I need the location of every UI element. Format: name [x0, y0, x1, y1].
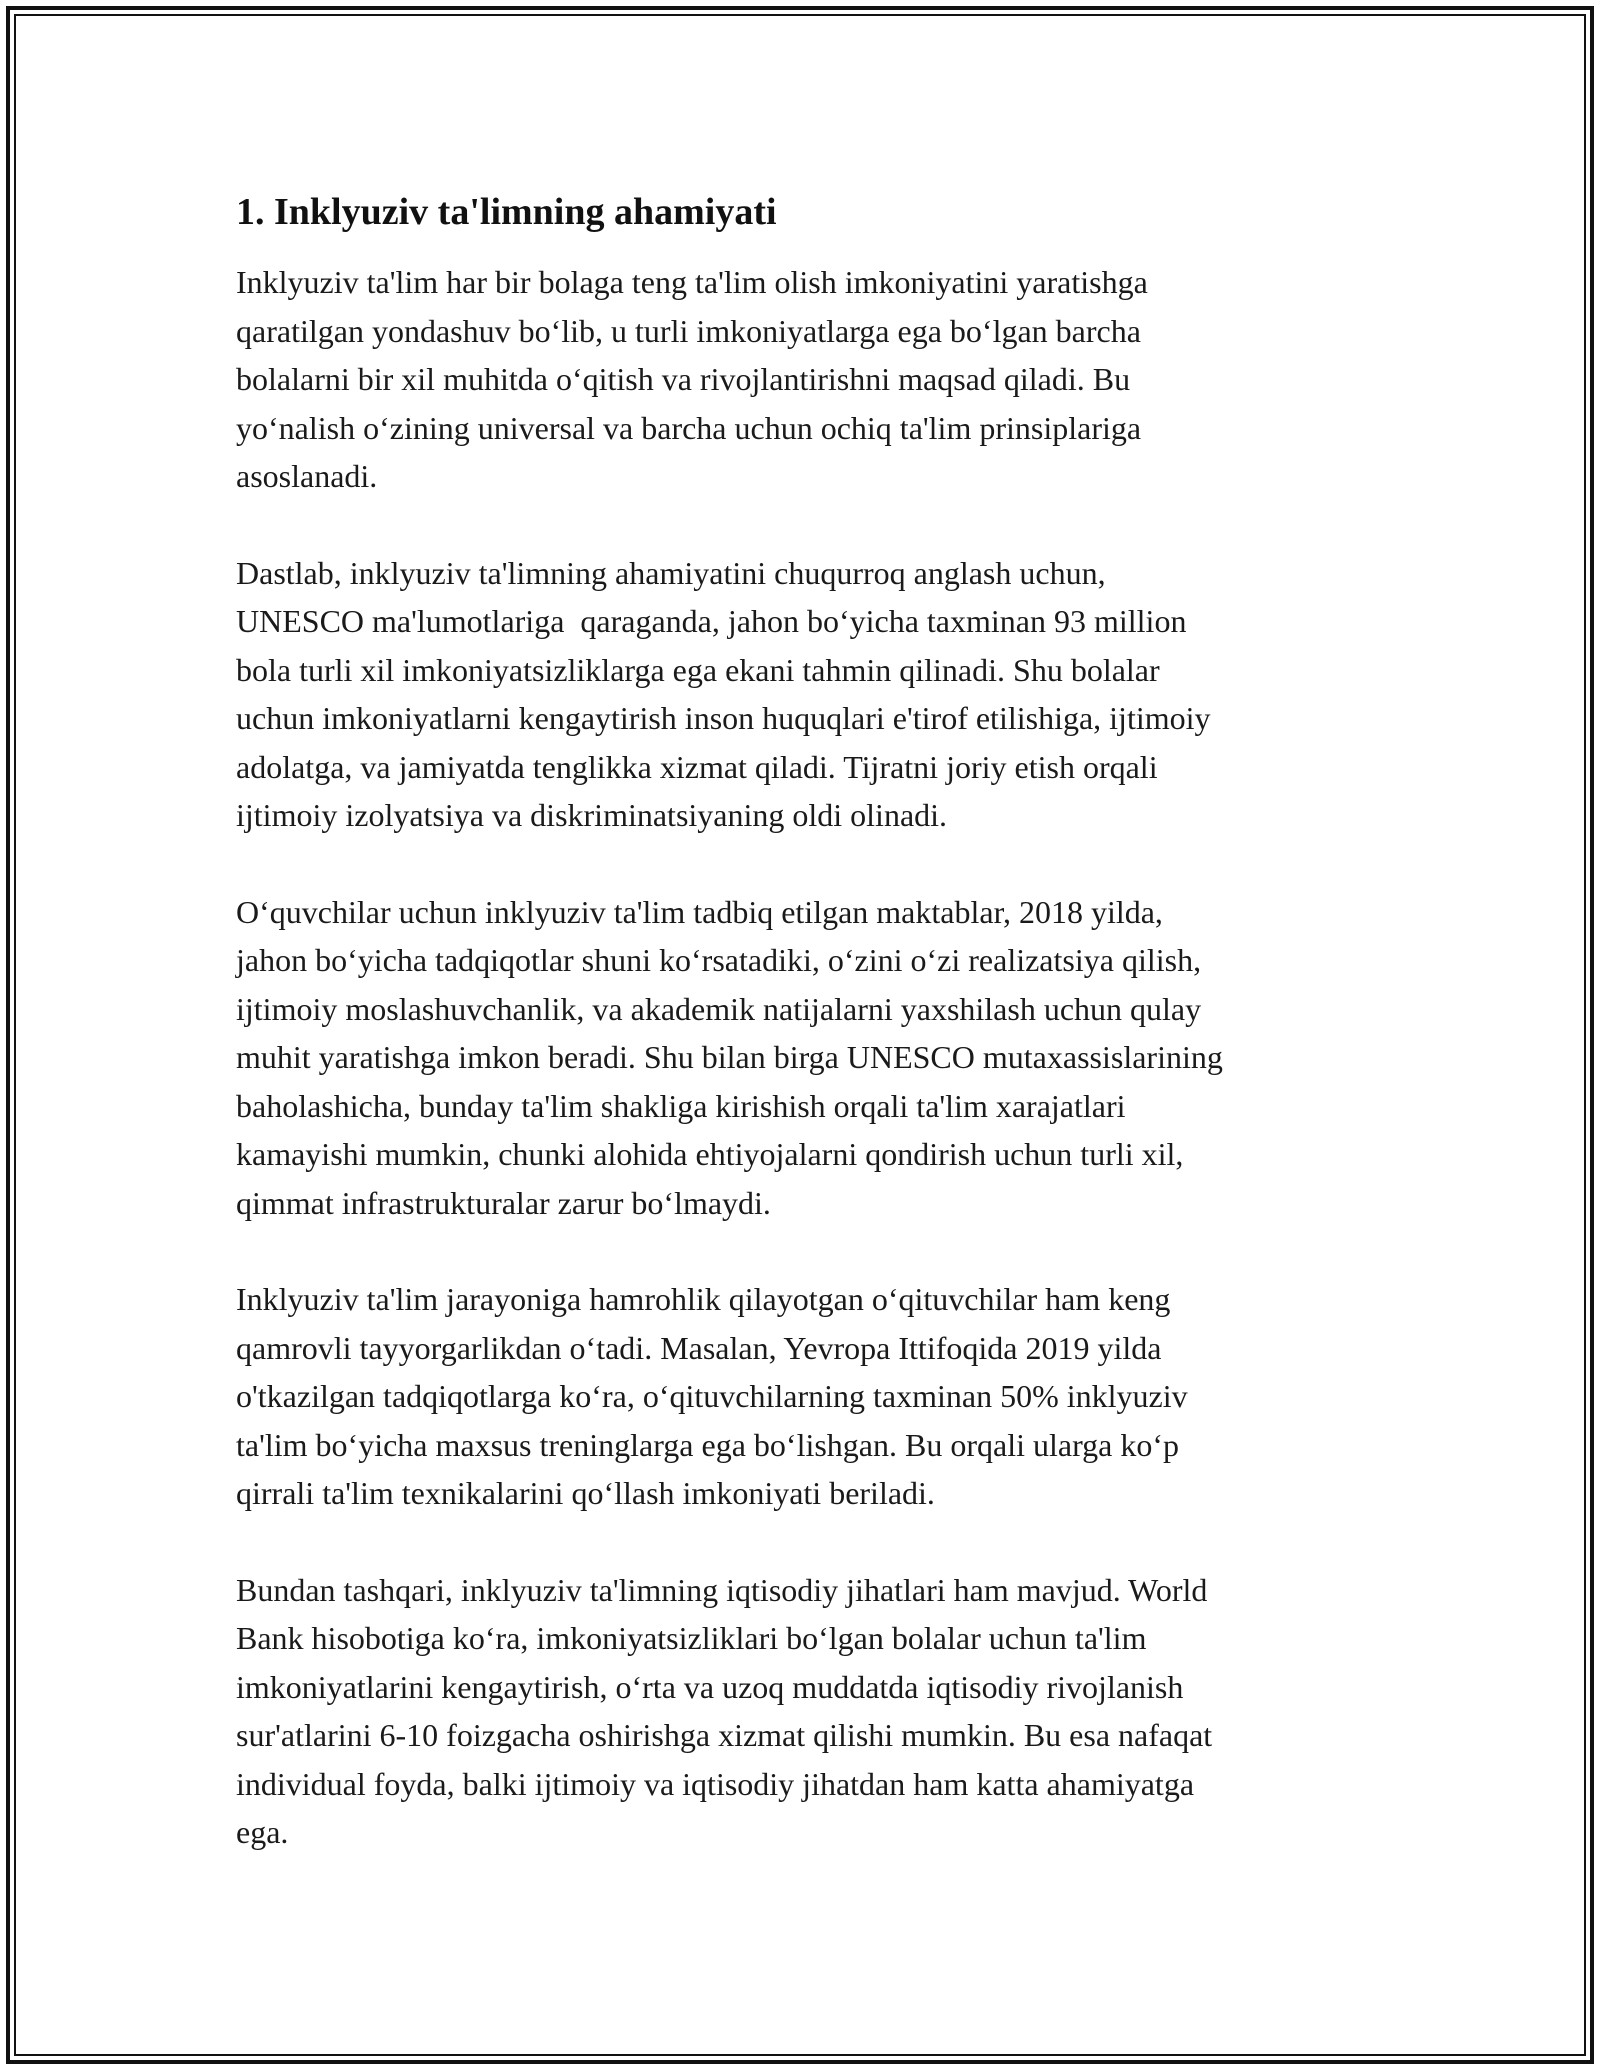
paragraph-1 [236, 258, 1386, 501]
document-body [236, 186, 1386, 1905]
text-line: Inklyuziv ta'lim jarayoniga hamrohlik qilayotgan o‘qituvchilar ham keng [236, 1281, 1171, 1317]
text-line: sur'atlarini 6-10 foizgacha oshirishga xizmat qilishi mumkin. Bu esa nafaqat [236, 1717, 1213, 1753]
text-line: bolalarni bir xil muhitda o‘qitish va rivojlantirishni maqsad qiladi. Bu [236, 361, 1131, 397]
paragraph-3 [236, 888, 1386, 1228]
text-line: bola turli xil imkoniyatsizliklarga ega ekani tahmin qilinadi. Shu bolalar [236, 651, 1160, 688]
text-line: o'tkazilgan tadqiqotlarga ko‘ra, o‘qituvchilarning taxminan 50% inklyuziv [236, 1378, 1188, 1414]
paragraph-2 [236, 549, 1386, 840]
text-line: UNESCO ma'lumotlariga qaraganda, jahon bo‘yicha taxminan 93 million [236, 603, 1187, 639]
paragraph-5 [236, 1566, 1386, 1857]
text-line: baholashicha, bunday ta'lim shakliga kirishish orqali ta'lim xarajatlari [236, 1087, 1126, 1124]
text-line: ijtimoiy izolyatsiya va diskriminatsiyaning oldi olinadi. [236, 797, 948, 833]
text-line: Dastlab, inklyuziv ta'limning ahamiyatini chuqurroq anglash uchun, [236, 554, 1106, 591]
text-line: jahon bo‘yicha tadqiqotlar shuni ko‘rsatadiki, o‘zini o‘zi realizatsiya qilish, [236, 942, 1202, 978]
text-line: qamrovli tayyorgarlikdan o‘tadi. Masalan, Yevropa Ittifoqida 2019 yilda [236, 1329, 1162, 1366]
text-line: yo‘nalish o‘zining universal va barcha uchun ochiq ta'lim prinsiplariga [236, 409, 1142, 446]
text-line: Bank hisobotiga ko‘ra, imkoniyatsizliklari bo‘lgan bolalar uchun ta'lim [236, 1620, 1147, 1656]
text-line: O‘quvchilar uchun inklyuziv ta'lim tadbiq etilgan maktablar, 2018 yilda, [236, 893, 1163, 930]
text-line: ta'lim bo‘yicha maxsus treninglarga ega bo‘lishgan. Bu orqali ularga ko‘p [236, 1426, 1180, 1463]
text-line: muhit yaratishga imkon beradi. Shu bilan birga UNESCO mutaxassislarining [236, 1039, 1223, 1075]
paragraph-4 [236, 1275, 1386, 1518]
section-heading: 1. Inklyuziv ta'limning ahamiyati [236, 191, 777, 233]
text-line: ega. [236, 1814, 289, 1850]
text-line: adolatga, va jamiyatda tenglikka xizmat qiladi. Tijratni joriy etish orqali [236, 748, 1158, 785]
text-line: asoslanadi. [236, 458, 378, 494]
text-line: qaratilgan yondashuv bo‘lib, u turli imkoniyatlarga ega bo‘lgan barcha [236, 312, 1141, 349]
text-line: kamayishi mumkin, chunki alohida ehtiyojalarni qondirish uchun turli xil, [236, 1136, 1184, 1172]
text-line: qimmat infrastrukturalar zarur bo‘lmaydi. [236, 1184, 771, 1221]
text-line: Inklyuziv ta'lim har bir bolaga teng ta'lim olish imkoniyatini yaratishga [236, 264, 1148, 300]
text-line: qirrali ta'lim texnikalarini qo‘llash imkoniyati beriladi. [236, 1475, 935, 1511]
text-line: uchun imkoniyatlarni kengaytirish inson huquqlari e'tirof etilishiga, ijtimoiy [236, 700, 1211, 736]
text-line: Bundan tashqari, inklyuziv ta'limning iqtisodiy jihatlari ham mavjud. World [236, 1571, 1208, 1608]
text-line: imkoniyatlarini kengaytirish, o‘rta va uzoq muddatda iqtisodiy rivojlanish [236, 1668, 1184, 1705]
text-line: ijtimoiy moslashuvchanlik, va akademik natijalarni yaxshilash uchun qulay [236, 990, 1202, 1027]
text-line: individual foyda, balki ijtimoiy va iqtisodiy jihatdan ham katta ahamiyatga [236, 1765, 1195, 1802]
